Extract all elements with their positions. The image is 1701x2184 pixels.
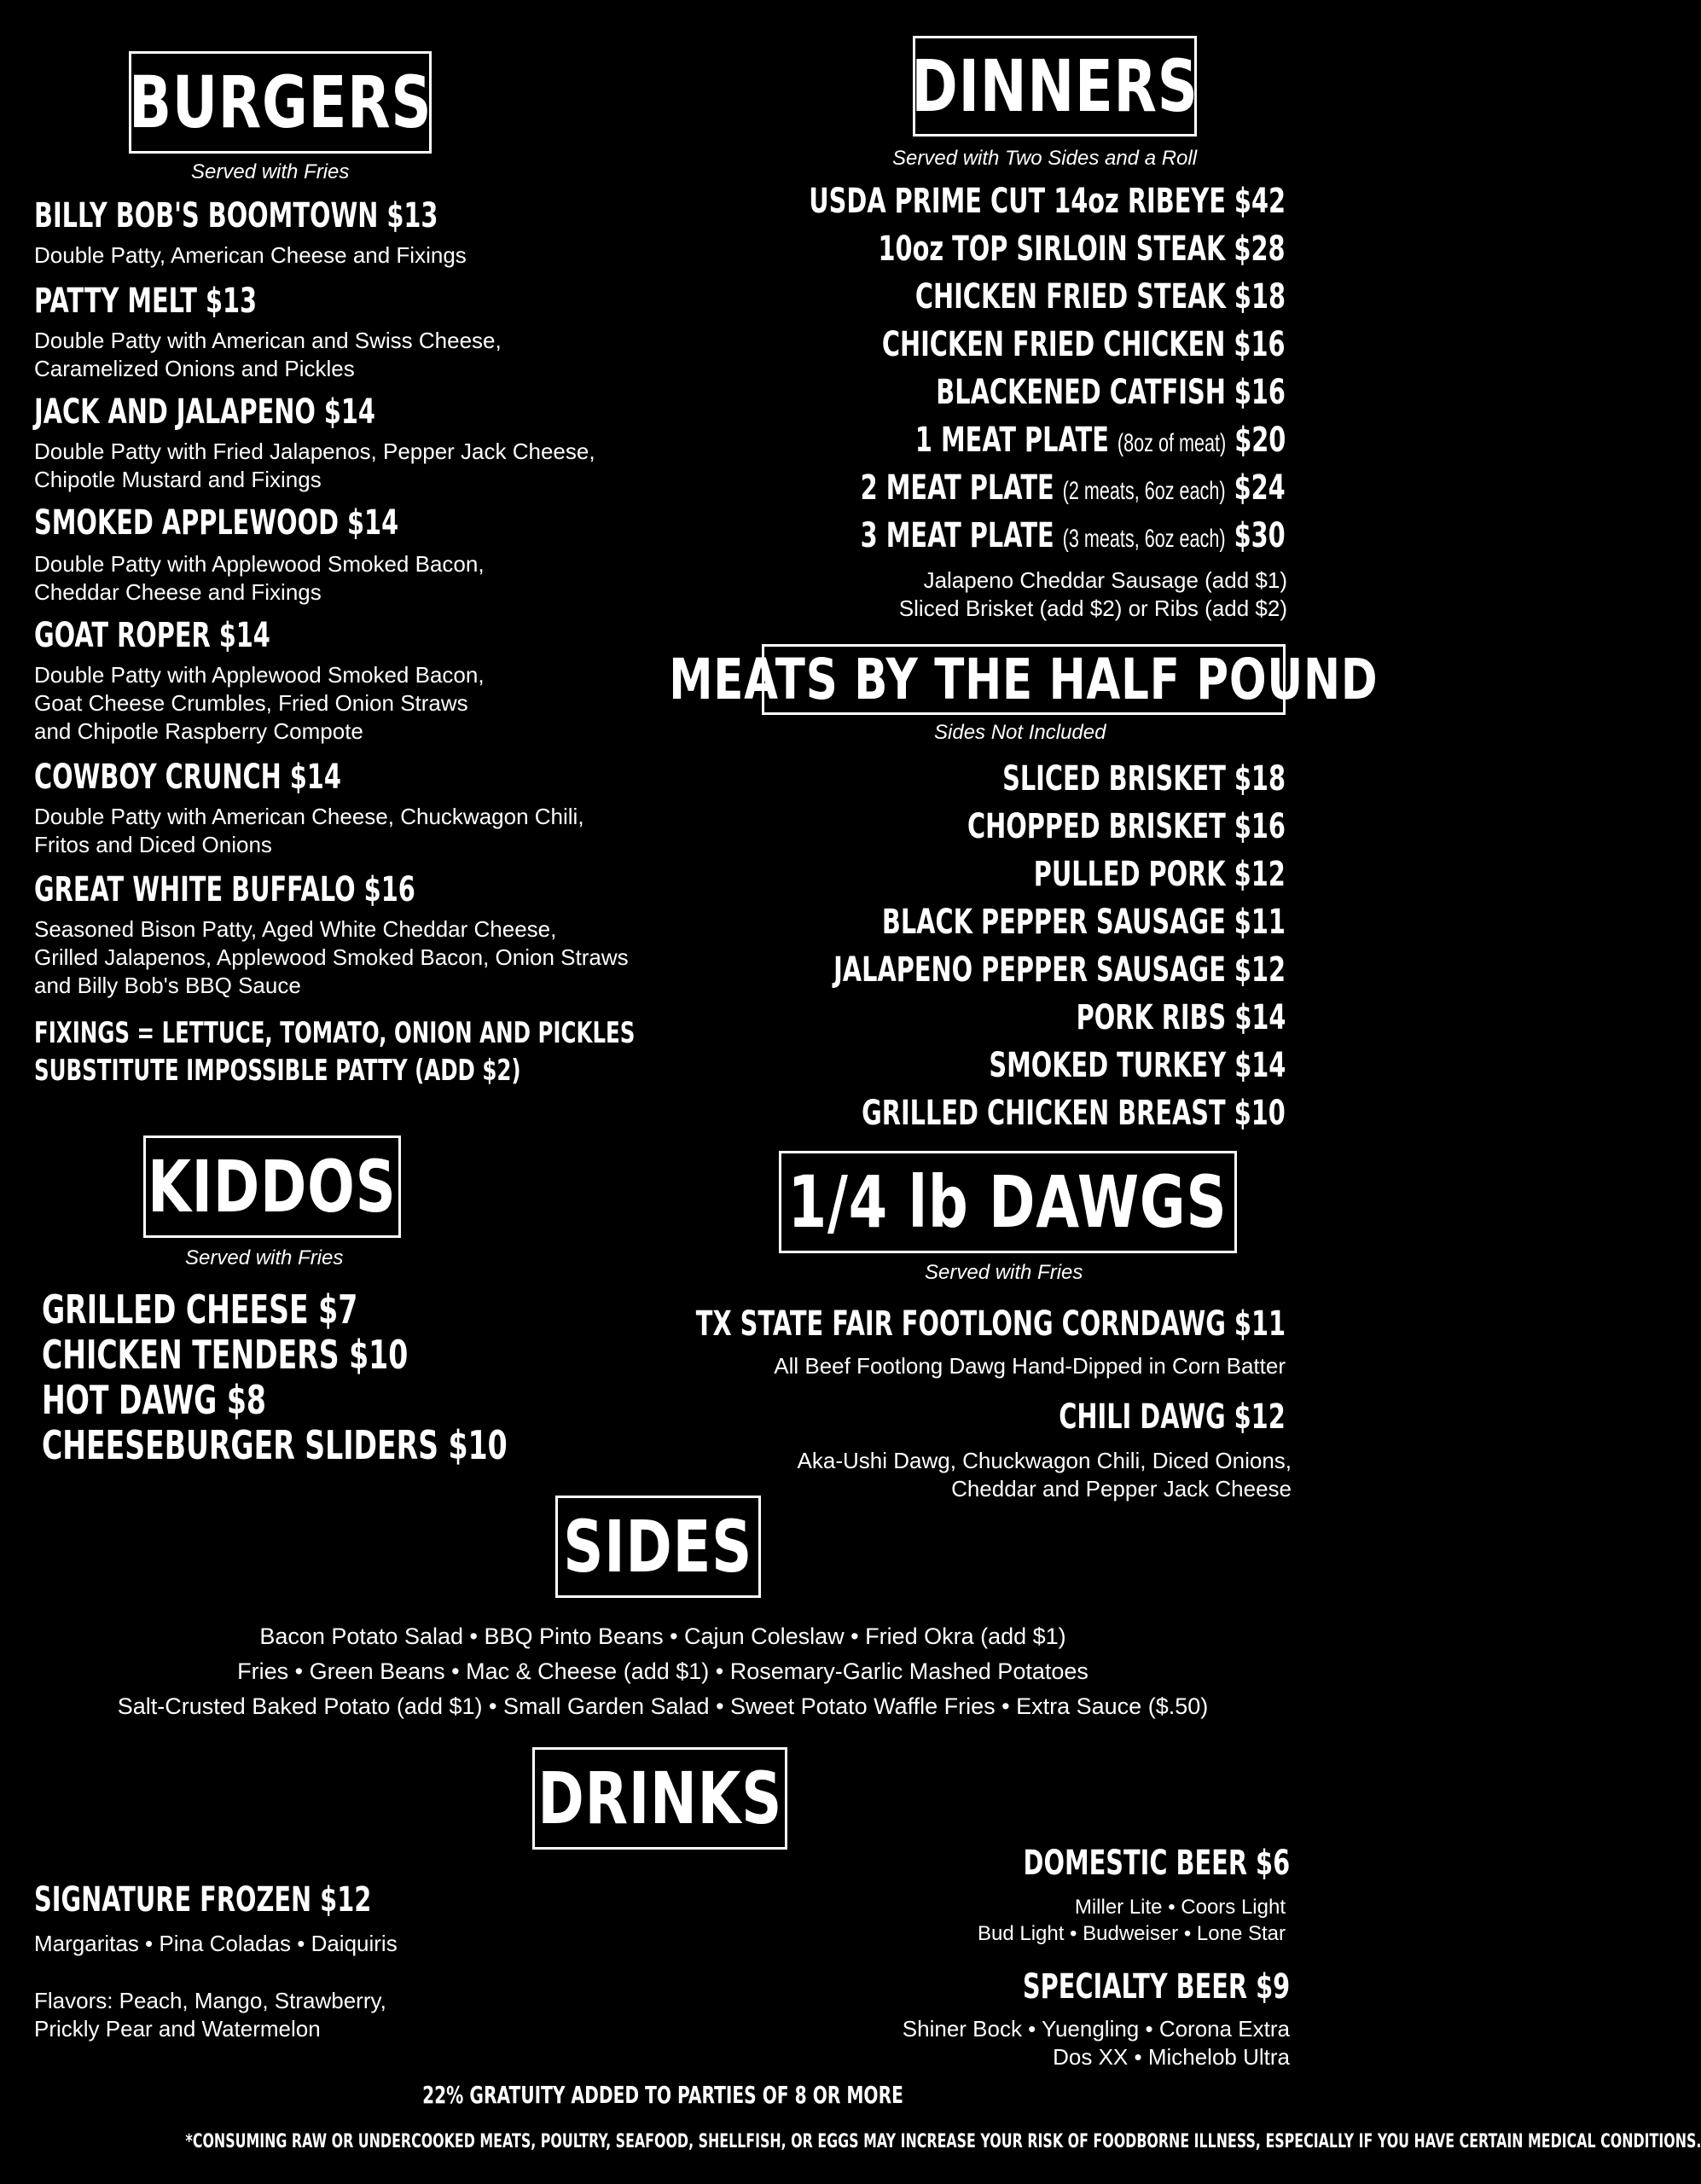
- dinners-title: DINNERS: [913, 36, 1197, 136]
- burger-name: BILLY BOB'S BOOMTOWN $13: [34, 196, 438, 235]
- burger-desc: Double Patty, American Cheese and Fixings: [34, 242, 467, 268]
- burger-note: FIXINGS = LETTUCE, TOMATO, ONION AND PICKLES: [34, 1016, 636, 1050]
- dawg-desc: All Beef Footlong Dawg Hand-Dipped in Corn Batter: [774, 1353, 1286, 1379]
- dawgs-title: 1/4 lb DAWGS: [779, 1151, 1237, 1253]
- dinner-name: USDA PRIME CUT 14oz RIBEYE $42: [809, 182, 1286, 221]
- meat-item: SLICED BRISKET $18: [1002, 759, 1286, 799]
- dinners-subtitle: Served with Two Sides and a Roll: [892, 147, 1198, 170]
- dawg-desc: Aka-Ushi Dawg, Chuckwagon Chili, Diced Onions, Cheddar and Pepper Jack Cheese: [797, 1448, 1292, 1502]
- meat-item: PULLED PORK $12: [1033, 855, 1286, 894]
- dinner-name: BLACKENED CATFISH $16: [936, 373, 1286, 412]
- burger-desc: Double Patty with American Cheese, Chuckwagon Chili, Fritos and Diced Onions: [34, 804, 584, 857]
- dinner-name: 10oz TOP SIRLOIN STEAK $28: [878, 229, 1286, 269]
- burger-desc: Seasoned Bison Patty, Aged White Cheddar Cheese, Grilled Jalapenos, Applewood Smoked Bacon, Onion Straws and Billy Bob's BBQ Sauce: [34, 916, 629, 998]
- specialty-beer-desc: Shiner Bock • Yuengling • Corona Extra Dos XX • Michelob Ultra: [902, 2016, 1290, 2070]
- meat-item: SMOKED TURKEY $14: [988, 1046, 1286, 1085]
- meat-item: JALAPENO PEPPER SAUSAGE $12: [833, 950, 1286, 990]
- specialty-beer-name: SPECIALTY BEER $9: [1022, 1967, 1290, 2007]
- kiddos-subtitle: Served with Fries: [185, 1246, 344, 1269]
- meat-item: GRILLED CHICKEN BREAST $10: [862, 1094, 1286, 1133]
- dawg-name: TX STATE FAIR FOOTLONG CORNDAWG $11: [695, 1304, 1286, 1344]
- disclaimer: *CONSUMING RAW OR UNDERCOOKED MEATS, POULTRY, SEAFOOD, SHELLFISH, OR EGGS MAY INCREASE YOUR RISK OF FOODBORNE ILLNESS, ESPECIALLY IF YOU HAVE CERTAIN MEDICAL CONDITIONS.: [185, 2131, 1701, 2152]
- drinks-title: DRINKS: [532, 1747, 787, 1850]
- meat-item: CHOPPED BRISKET $16: [967, 807, 1286, 846]
- meat-item: PORK RIBS $14: [1076, 998, 1286, 1037]
- kiddo-item: CHICKEN TENDERS $10: [42, 1332, 409, 1378]
- burger-name: COWBOY CRUNCH $14: [34, 758, 341, 797]
- burger-desc: Double Patty with Applewood Smoked Bacon, Goat Cheese Crumbles, Fried Onion Straws and Chipotle Raspberry Compote: [34, 662, 485, 744]
- gratuity-note: 22% GRATUITY ADDED TO PARTIES OF 8 OR MORE: [422, 2081, 903, 2109]
- kiddo-item: CHEESEBURGER SLIDERS $10: [42, 1422, 508, 1468]
- burger-desc: Double Patty with American and Swiss Cheese, Caramelized Onions and Pickles: [34, 328, 502, 381]
- sides-title: SIDES: [555, 1496, 761, 1598]
- meat-item: BLACK PEPPER SAUSAGE $11: [882, 903, 1286, 942]
- meat-plate: 2 MEAT PLATE (2 meats, 6oz each) $24: [860, 468, 1286, 508]
- burger-desc: Double Patty with Fried Jalapenos, Pepper Jack Cheese, Chipotle Mustard and Fixings: [34, 439, 595, 492]
- burger-name: GOAT ROPER $14: [34, 616, 270, 655]
- frozen-name: SIGNATURE FROZEN $12: [34, 1880, 372, 1920]
- dinner-name: CHICKEN FRIED STEAK $18: [914, 277, 1286, 317]
- dawg-name: CHILI DAWG $12: [1059, 1397, 1286, 1437]
- burger-name: GREAT WHITE BUFFALO $16: [34, 870, 415, 909]
- meat-plate: 1 MEAT PLATE (8oz of meat) $20: [914, 421, 1286, 460]
- dawgs-subtitle: Served with Fries: [925, 1261, 1083, 1284]
- dinner-name: CHICKEN FRIED CHICKEN $16: [882, 325, 1286, 364]
- frozen-flavors: Flavors: Peach, Mango, Strawberry, Prickly Pear and Watermelon: [34, 1988, 386, 2042]
- burger-name: PATTY MELT $13: [34, 282, 258, 321]
- burgers-title: BURGERS: [129, 51, 432, 154]
- meats-subtitle: Sides Not Included: [934, 721, 1106, 744]
- kiddo-item: HOT DAWG $8: [42, 1377, 266, 1423]
- frozen-desc: Margaritas • Pina Coladas • Daiquiris: [34, 1931, 398, 1956]
- meats-title: MEATS BY THE HALF POUND: [762, 644, 1286, 715]
- domestic-beer-name: DOMESTIC BEER $6: [1023, 1844, 1290, 1883]
- burgers-subtitle: Served with Fries: [191, 160, 350, 183]
- burger-note: SUBSTITUTE IMPOSSIBLE PATTY (ADD $2): [34, 1054, 521, 1088]
- dinner-addons: Jalapeno Cheddar Sausage (add $1) Sliced Brisket (add $2) or Ribs (add $2): [898, 567, 1287, 621]
- kiddo-item: GRILLED CHEESE $7: [42, 1287, 358, 1333]
- sides-list: Bacon Potato Salad • BBQ Pinto Beans • Cajun Coleslaw • Fried Okra (add $1) Fries • Green Beans • Mac & Cheese (add $1) • Rosemary-Garlic Mashed Potatoes Salt-Crusted Baked Potato (add $1) • Small Garden Salad • Sweet Potato Waffle Fries • Extra Sauce ($.50): [117, 1623, 1209, 1719]
- burger-name: SMOKED APPLEWOOD $14: [34, 503, 399, 543]
- kiddos-title: KIDDOS: [143, 1136, 401, 1238]
- burger-desc: Double Patty with Applewood Smoked Bacon, Cheddar Cheese and Fixings: [34, 551, 485, 605]
- burger-name: JACK AND JALAPENO $14: [34, 392, 375, 432]
- meat-plate: 3 MEAT PLATE (3 meats, 6oz each) $30: [860, 516, 1286, 555]
- domestic-beer-desc: Miller Lite • Coors Light Bud Light • Budweiser • Lone Star: [977, 1896, 1286, 1945]
